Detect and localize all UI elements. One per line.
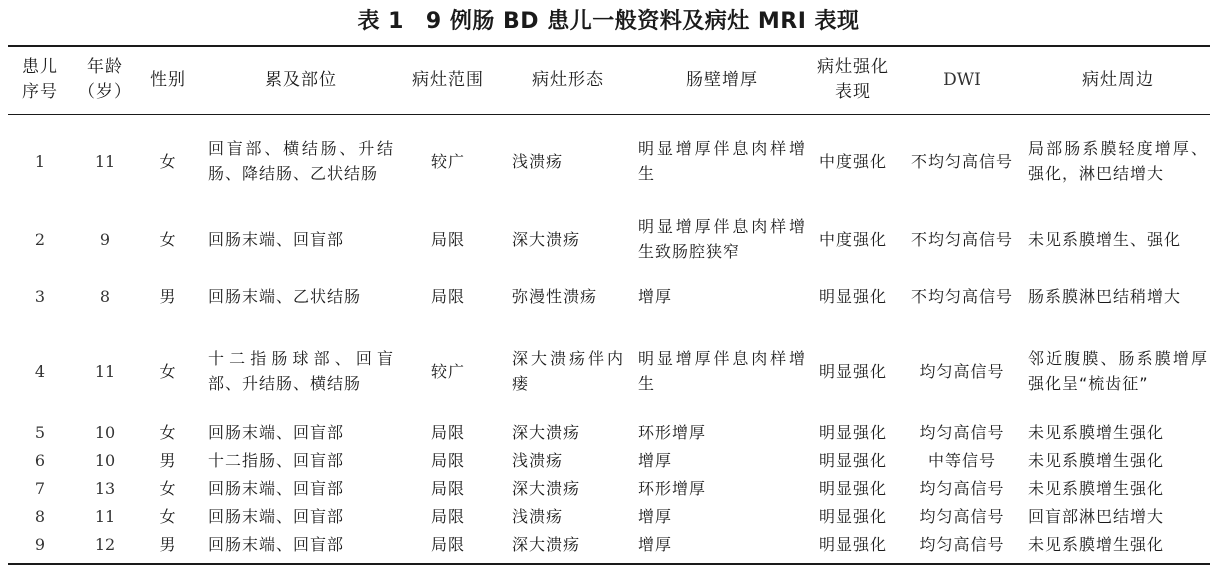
header-sex [140,49,196,111]
cell-patient-id [10,419,70,446]
cell-lesion-extent [402,340,494,402]
cell-enhancement [808,531,898,558]
header-lesion-periphery [1028,49,1208,111]
cell-age [72,280,138,312]
header-dwi [900,49,1024,111]
cell-text: 回肠末端、乙状结肠 [208,286,362,306]
cell-text: 不均匀高信号 [910,151,1013,171]
cell-text: 弥漫性溃疡 [512,286,598,306]
cell-wall-thickening [638,531,806,558]
cell-involved-site [208,475,394,502]
header-enhancement [808,49,898,111]
cell-enhancement [808,419,898,446]
cell-text: 肠系膜淋巴结稍增大 [1028,286,1182,306]
cell-age [72,340,138,402]
cell-text: 11 [94,361,116,381]
cell-age [72,447,138,474]
cell-text: 局限 [430,535,465,554]
cell-text: 局部肠系膜轻度增厚、强化，淋巴结增大 [1028,139,1208,183]
cell-involved-site [208,280,394,312]
header-label: 患儿 序号 [22,57,58,102]
cell-sex [140,503,196,530]
cell-text: 不均匀高信号 [910,229,1013,249]
cell-lesion-periphery [1028,531,1208,558]
cell-text: 深大溃疡 [512,423,581,442]
table-title [0,4,1217,40]
cell-text: 明显强化 [818,286,887,306]
cell-text: 回肠末端、回盲部 [208,535,345,554]
cell-text: 回盲部淋巴结增大 [1028,507,1165,526]
cell-text: 浅溃疡 [512,451,564,470]
cell-text: 均匀高信号 [919,361,1005,381]
header-label: DWI [943,69,981,90]
cell-text: 不均匀高信号 [910,286,1013,306]
header-label: 性别 [150,69,186,90]
header-wall-thickening [638,49,806,111]
cell-text: 9 [99,229,111,249]
cell-text: 女 [159,361,177,381]
cell-sex [140,280,196,312]
cell-patient-id [10,503,70,530]
cell-dwi [900,503,1024,530]
cell-text: 深大溃疡 [512,229,581,249]
header-lesion-extent [402,49,494,111]
header-label: 病灶强化 表现 [817,57,889,102]
cell-text: 明显强化 [818,423,887,442]
cell-lesion-periphery [1028,503,1208,530]
cell-patient-id [10,475,70,502]
cell-dwi [900,447,1024,474]
header-patient-id [10,49,70,111]
cell-text: 浅溃疡 [512,507,564,526]
cell-lesion-extent [402,130,494,192]
cell-text: 男 [159,286,177,306]
cell-dwi [900,340,1024,402]
cell-text: 13 [94,479,116,498]
cell-text: 3 [34,286,46,306]
cell-text: 1 [34,151,46,171]
cell-text: 明显强化 [818,451,887,470]
cell-text: 7 [34,479,46,498]
cell-age [72,130,138,192]
cell-lesion-periphery [1028,340,1208,402]
cell-text: 增厚 [638,286,673,306]
top-rule [8,45,1210,47]
cell-text: 明显强化 [818,535,887,554]
cell-text: 环形增厚 [638,479,707,498]
cell-age [72,208,138,270]
cell-dwi [900,208,1024,270]
cell-text: 4 [34,361,46,381]
cell-text: 均匀高信号 [919,479,1005,498]
cell-lesion-extent [402,447,494,474]
cell-involved-site [208,208,394,270]
cell-text: 增厚 [638,535,673,554]
cell-involved-site [208,130,394,192]
cell-lesion-periphery [1028,475,1208,502]
cell-involved-site [208,531,394,558]
cell-wall-thickening [638,130,806,192]
cell-patient-id [10,531,70,558]
bottom-rule [8,563,1210,565]
cell-text: 未见系膜增生强化 [1028,479,1165,498]
cell-text: 环形增厚 [638,423,707,442]
cell-text: 6 [34,451,46,470]
cell-lesion-periphery [1028,419,1208,446]
cell-age [72,419,138,446]
cell-enhancement [808,340,898,402]
table-caption: 9 例肠 BD 患儿一般资料及病灶 MRI 表现 [425,9,860,34]
header-label: 累及部位 [265,69,337,90]
cell-wall-thickening [638,503,806,530]
cell-text: 12 [94,535,116,554]
cell-text: 较广 [430,151,465,171]
cell-age [72,531,138,558]
header-age [72,49,138,111]
cell-patient-id [10,447,70,474]
cell-enhancement [808,475,898,502]
cell-text: 十二指肠球部、回盲部、升结肠、横结肠 [208,349,394,393]
cell-enhancement [808,503,898,530]
cell-text: 局限 [430,423,465,442]
cell-text: 较广 [430,361,465,381]
cell-text: 5 [34,423,46,442]
header-lesion-morphology [512,49,624,111]
cell-text: 邻近腹膜、肠系膜增厚强化呈“梳齿征” [1028,349,1208,393]
cell-text: 未见系膜增生强化 [1028,535,1165,554]
cell-involved-site [208,419,394,446]
cell-text: 回肠末端、回盲部 [208,423,345,442]
cell-lesion-periphery [1028,208,1208,270]
cell-text: 深大溃疡 [512,479,581,498]
cell-text: 均匀高信号 [919,423,1005,442]
cell-text: 10 [94,451,116,470]
cell-text: 8 [99,286,111,306]
cell-dwi [900,475,1024,502]
cell-dwi [900,531,1024,558]
cell-sex [140,340,196,402]
cell-lesion-extent [402,208,494,270]
cell-patient-id [10,280,70,312]
cell-patient-id [10,340,70,402]
cell-lesion-extent [402,503,494,530]
cell-text: 8 [34,507,46,526]
cell-text: 明显强化 [818,361,887,381]
cell-text: 女 [159,479,177,498]
cell-lesion-extent [402,280,494,312]
cell-text: 中度强化 [818,229,887,249]
cell-sex [140,531,196,558]
table-number: 表 1 [357,9,404,34]
cell-text: 男 [159,451,177,470]
cell-dwi [900,419,1024,446]
cell-wall-thickening [638,419,806,446]
cell-patient-id [10,208,70,270]
cell-text: 明显增厚伴息肉样增生致肠腔狭窄 [638,217,806,261]
cell-text: 局限 [430,451,465,470]
cell-patient-id [10,130,70,192]
cell-sex [140,130,196,192]
cell-text: 明显增厚伴息肉样增生 [638,139,806,183]
cell-text: 明显增厚伴息肉样增生 [638,349,806,393]
cell-lesion-extent [402,531,494,558]
cell-wall-thickening [638,340,806,402]
cell-text: 明显强化 [818,479,887,498]
cell-enhancement [808,280,898,312]
cell-text: 11 [94,507,116,526]
cell-text: 均匀高信号 [919,535,1005,554]
cell-text: 未见系膜增生、强化 [1028,229,1182,249]
cell-text: 局限 [430,286,465,306]
cell-text: 局限 [430,479,465,498]
cell-lesion-periphery [1028,447,1208,474]
header-label: 病灶周边 [1082,69,1154,90]
cell-involved-site [208,503,394,530]
header-rule [8,114,1210,115]
cell-enhancement [808,208,898,270]
cell-lesion-morphology [512,340,624,402]
cell-text: 未见系膜增生强化 [1028,451,1165,470]
cell-text: 女 [159,229,177,249]
header-label: 病灶范围 [412,69,484,90]
cell-text: 中度强化 [818,151,887,171]
cell-text: 明显强化 [818,507,887,526]
cell-age [72,475,138,502]
cell-wall-thickening [638,208,806,270]
cell-text: 增厚 [638,451,673,470]
cell-text: 浅溃疡 [512,151,564,171]
cell-text: 女 [159,151,177,171]
cell-lesion-morphology [512,447,624,474]
cell-text: 11 [94,151,116,171]
header-label: 肠壁增厚 [686,69,758,90]
cell-sex [140,447,196,474]
cell-dwi [900,280,1024,312]
cell-dwi [900,130,1024,192]
cell-lesion-extent [402,475,494,502]
header-label: 年龄 （岁） [78,57,132,102]
cell-text: 女 [159,423,177,442]
cell-text: 回肠末端、回盲部 [208,479,345,498]
cell-text: 均匀高信号 [919,507,1005,526]
cell-lesion-morphology [512,503,624,530]
cell-lesion-morphology [512,475,624,502]
cell-text: 局限 [430,229,465,249]
cell-lesion-periphery [1028,130,1208,192]
cell-text: 十二指肠、回盲部 [208,451,345,470]
cell-involved-site [208,340,394,402]
cell-lesion-morphology [512,280,624,312]
cell-text: 男 [159,535,177,554]
cell-wall-thickening [638,447,806,474]
cell-enhancement [808,130,898,192]
cell-wall-thickening [638,280,806,312]
cell-age [72,503,138,530]
cell-lesion-extent [402,419,494,446]
cell-sex [140,475,196,502]
cell-text: 回肠末端、回盲部 [208,507,345,526]
header-involved-site [208,49,394,111]
cell-text: 女 [159,507,177,526]
cell-wall-thickening [638,475,806,502]
cell-lesion-morphology [512,130,624,192]
cell-lesion-morphology [512,419,624,446]
cell-text: 10 [94,423,116,442]
cell-lesion-morphology [512,208,624,270]
cell-text: 9 [34,535,46,554]
cell-text: 回肠末端、回盲部 [208,229,345,249]
cell-text: 未见系膜增生强化 [1028,423,1165,442]
cell-text: 2 [34,229,46,249]
cell-sex [140,419,196,446]
header-label: 病灶形态 [532,69,604,90]
cell-lesion-morphology [512,531,624,558]
cell-enhancement [808,447,898,474]
cell-text: 中等信号 [927,451,996,470]
cell-sex [140,208,196,270]
cell-text: 回盲部、横结肠、升结肠、降结肠、乙状结肠 [208,139,394,183]
cell-text: 增厚 [638,507,673,526]
cell-involved-site [208,447,394,474]
cell-text: 深大溃疡 [512,535,581,554]
cell-text: 深大溃疡伴内瘘 [512,349,624,393]
cell-lesion-periphery [1028,280,1208,312]
cell-text: 局限 [430,507,465,526]
